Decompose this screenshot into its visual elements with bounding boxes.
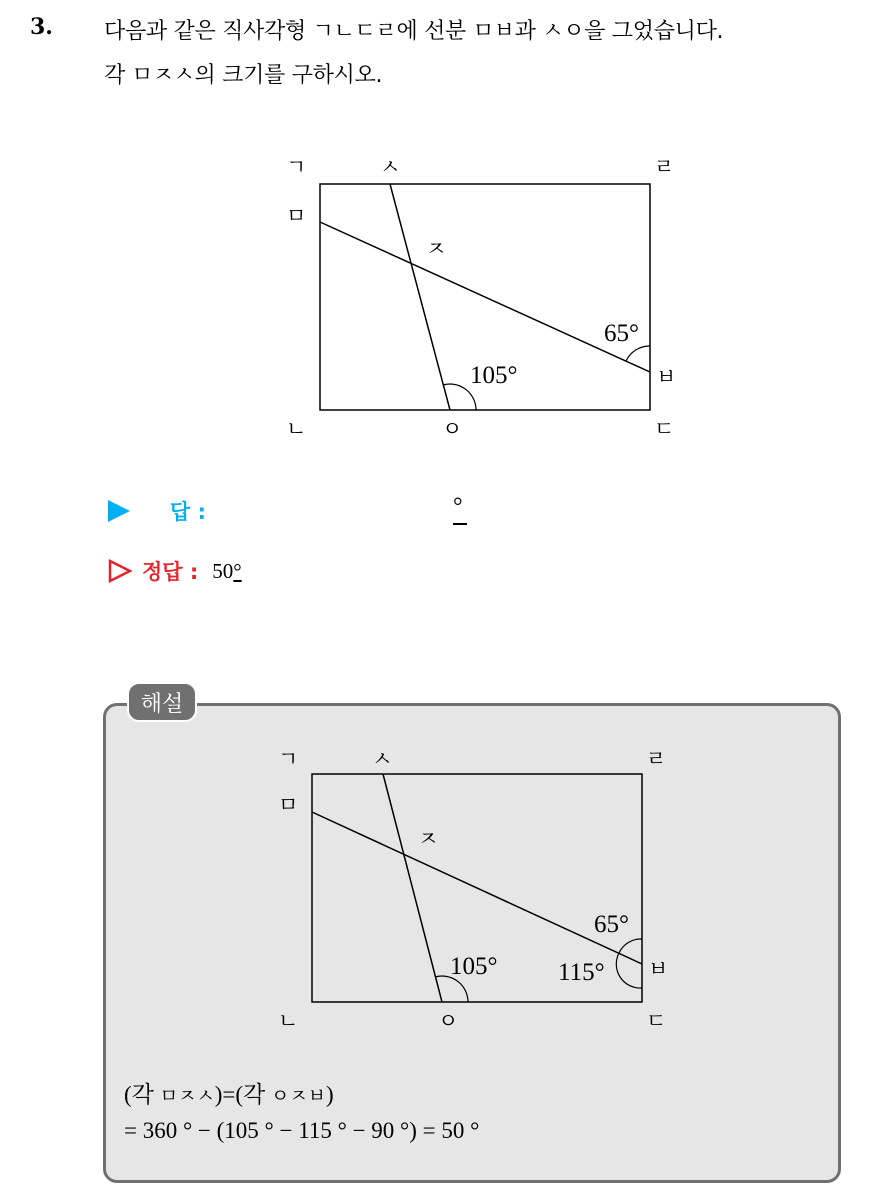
label-r: ㄹ [646,747,667,771]
label-d: ㄷ [646,1009,667,1033]
answer-label: 답 : [170,500,206,524]
label-r: ㄹ [654,155,675,179]
play-filled-icon [108,500,130,522]
label-b: ㅂ [648,957,669,981]
segment-so [390,184,450,410]
solution-line1: (각 ㅁㅈㅅ)=(각 ㅇㅈㅂ) [124,1082,334,1107]
answer-row [108,496,206,526]
arc-65 [626,346,650,361]
question-text-line1: 다음과 같은 직사각형 ㄱㄴㄷㄹ에 선분 ㅁㅂ과 ㅅㅇ을 그었습니다. [104,19,724,44]
angle-115-label: 115° [558,959,605,986]
solution-tab: 해설 [127,682,197,722]
angle-105-label: 105° [450,953,498,980]
problem-figure [270,140,690,450]
segment-mb [320,222,650,372]
segment-so [383,774,442,1002]
angle-65-label: 65° [604,320,639,347]
label-s: ㅅ [380,155,401,179]
answer-unit: ° [453,494,463,520]
label-n: ㄴ [286,417,307,441]
correct-answer-row [108,556,242,586]
label-j: ㅈ [418,827,439,851]
angle-105-label: 105° [470,362,518,389]
label-m: ㅁ [286,204,307,228]
label-b: ㅂ [656,365,677,389]
solution-line2: = 360 ° − (105 ° − 115 ° − 90 °) = 50 ° [124,1118,480,1143]
label-g: ㄱ [278,747,299,771]
segment-mb [312,812,642,964]
label-o: ㅇ [438,1009,459,1033]
label-o: ㅇ [442,417,463,441]
label-g: ㄱ [286,155,307,179]
label-s: ㅅ [372,747,393,771]
play-outline-icon [108,559,132,583]
label-n: ㄴ [278,1009,299,1033]
correct-answer-label: 정답 : [142,560,199,584]
question-number: 3. [30,14,53,40]
arc-65 [619,939,642,953]
solution-figure [262,732,682,1042]
angle-65-label: 65° [594,911,629,938]
label-j: ㅈ [426,237,447,261]
answer-unit-underline [453,523,467,525]
correct-answer-value: 50° [212,558,242,583]
question-text-line2: 각 ㅁㅈㅅ의 크기를 구하시오. [104,63,383,88]
label-d: ㄷ [654,417,675,441]
label-m: ㅁ [278,793,299,817]
